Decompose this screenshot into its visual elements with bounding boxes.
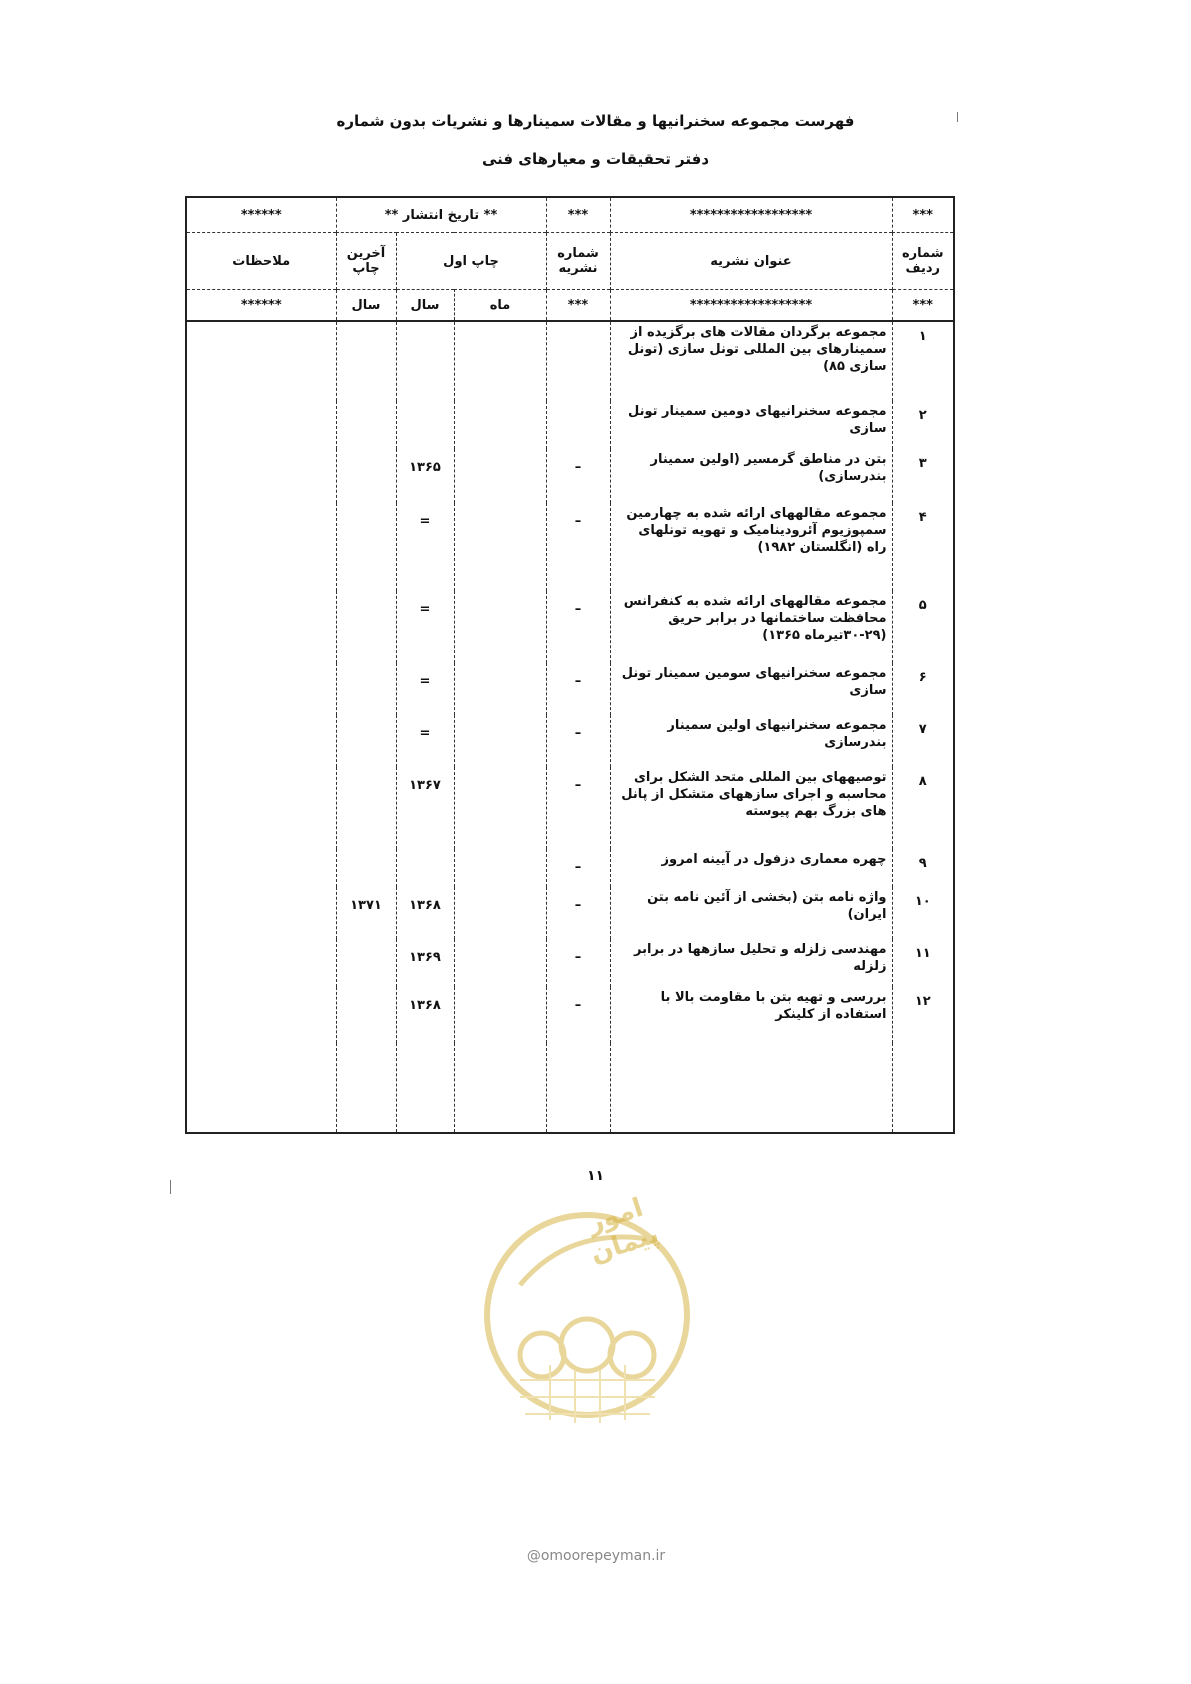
row-number: ۱۰: [892, 887, 954, 939]
row-notes: [186, 767, 336, 849]
header-notes-stars-bottom: ******: [186, 290, 336, 322]
row-publication-number: –: [546, 449, 610, 503]
table-row: [186, 987, 954, 1043]
row-number: ۸: [892, 767, 954, 849]
table-row: [186, 887, 954, 939]
header-row-stars-bottom: ***: [892, 290, 954, 322]
page-subtitle: دفتر تحقیقات و معیارهای فنی: [481, 150, 710, 168]
header-title: عنوان نشریه: [610, 233, 892, 290]
table-filler-row: [186, 1043, 954, 1133]
header-year: سال: [396, 290, 454, 322]
row-number: ۳: [892, 449, 954, 503]
row-month: [454, 401, 546, 449]
watermark-url: @omoorepeyman.ir: [526, 1548, 666, 1564]
row-number: ۵: [892, 591, 954, 663]
row-notes: [186, 715, 336, 767]
row-last-print: ۱۳۷۱: [336, 887, 396, 939]
row-notes: [186, 591, 336, 663]
page-number: ۱۱: [586, 1168, 605, 1184]
row-month: [454, 715, 546, 767]
row-year: ۱۳۶۵: [396, 449, 454, 503]
row-month: [454, 503, 546, 591]
header-title-stars-bottom: ******************: [610, 290, 892, 322]
row-year: [396, 849, 454, 887]
row-publication-number: –: [546, 887, 610, 939]
row-last-print: [336, 663, 396, 715]
row-title: مجموعه سخنرانیهای سومین سمینار تونل سازی: [610, 663, 892, 715]
row-month: [454, 591, 546, 663]
row-number: ۹: [892, 849, 954, 887]
row-year: ۱۳۶۸: [396, 887, 454, 939]
row-title: مجموعه مقالههای ارائه شده به کنفرانس محافظت ساختمانها در برابر حریق (۲۹-۳۰تیرماه ۱۳۶۵): [610, 591, 892, 663]
scan-mark: [170, 1180, 171, 1194]
row-notes: [186, 503, 336, 591]
table-row: [186, 849, 954, 887]
table-row: [186, 321, 954, 401]
row-month: [454, 321, 546, 401]
row-publication-number: –: [546, 987, 610, 1043]
row-title: مجموعه برگردان مقالات های برگزیده از سمینارهای بین المللی تونل سازی (تونل سازی ۸۵): [610, 321, 892, 401]
header-title-stars: ******************: [610, 197, 892, 233]
row-last-print: [336, 987, 396, 1043]
row-title: توصیههای بین المللی متحد الشکل برای محاسبه و اجرای سازههای متشکل از پانل های بزرگ بهم پیوسته: [610, 767, 892, 849]
table-row: [186, 449, 954, 503]
table-row: [186, 939, 954, 987]
filler-cell: [454, 1043, 546, 1133]
row-last-print: [336, 401, 396, 449]
row-publication-number: –: [546, 849, 610, 887]
row-last-print: [336, 591, 396, 663]
row-publication-number: –: [546, 767, 610, 849]
row-number: ۴: [892, 503, 954, 591]
row-title: مجموعه سخنرانیهای اولین سمینار بندرسازی: [610, 715, 892, 767]
row-last-print: [336, 715, 396, 767]
row-month: [454, 663, 546, 715]
row-month: [454, 849, 546, 887]
table-row: [186, 663, 954, 715]
row-publication-number: [546, 401, 610, 449]
row-last-print: [336, 767, 396, 849]
row-title: مهندسی زلزله و تحلیل سازهها در برابر زلزله: [610, 939, 892, 987]
table-body: [186, 321, 954, 1133]
row-publication-number: –: [546, 939, 610, 987]
row-last-print: [336, 849, 396, 887]
header-notes-stars: ******: [186, 197, 336, 233]
row-year: ۱۳۶۹: [396, 939, 454, 987]
row-publication-number: –: [546, 715, 610, 767]
row-notes: [186, 401, 336, 449]
row-year: [396, 321, 454, 401]
watermark-logo-text: امور پیمان: [583, 1192, 663, 1270]
row-notes: [186, 939, 336, 987]
row-notes: [186, 987, 336, 1043]
row-title: بتن در مناطق گرمسیر (اولین سمینار بندرسازی): [610, 449, 892, 503]
row-year: =: [396, 715, 454, 767]
filler-cell: [186, 1043, 336, 1133]
row-notes: [186, 321, 336, 401]
table-row: [186, 767, 954, 849]
row-year: =: [396, 663, 454, 715]
scan-mark: [957, 112, 958, 122]
header-notes: ملاحظات: [186, 233, 336, 290]
table-row: [186, 401, 954, 449]
row-year: ۱۳۶۷: [396, 767, 454, 849]
filler-cell: [336, 1043, 396, 1133]
row-year: [396, 401, 454, 449]
header-row-stars: ***: [892, 197, 954, 233]
page-title: فهرست مجموعه سخنرانیها و مقالات سمینارها و نشریات بدون شماره: [336, 112, 855, 130]
row-last-print: [336, 449, 396, 503]
row-number: ۱۲: [892, 987, 954, 1043]
row-year: ۱۳۶۸: [396, 987, 454, 1043]
filler-cell: [396, 1043, 454, 1133]
row-year: =: [396, 591, 454, 663]
row-number: ۶: [892, 663, 954, 715]
row-title: مجموعه مقالههای ارائه شده به چهارمین سمپوزیوم آئرودینامیک و تهویه تونلهای راه (انگلستان ۱۹۸۲): [610, 503, 892, 591]
header-pubdate: ** تاریخ انتشار **: [336, 197, 546, 233]
row-publication-number: –: [546, 503, 610, 591]
row-year: =: [396, 503, 454, 591]
row-publication-number: [546, 321, 610, 401]
row-title: بررسی و تهیه بتن با مقاومت بالا با استفاده از کلینکر: [610, 987, 892, 1043]
row-notes: [186, 449, 336, 503]
row-last-print: [336, 939, 396, 987]
row-month: [454, 987, 546, 1043]
header-month: ماه: [454, 290, 546, 322]
filler-cell: [546, 1043, 610, 1133]
header-last-year: سال: [336, 290, 396, 322]
header-number: شماره نشریه: [546, 233, 610, 290]
header-number-stars: ***: [546, 197, 610, 233]
filler-cell: [610, 1043, 892, 1133]
row-title: واژه نامه بتن (بخشی از آئین نامه بتن ایران): [610, 887, 892, 939]
publications-table: [185, 196, 955, 1134]
row-last-print: [336, 503, 396, 591]
row-number: ۱۱: [892, 939, 954, 987]
header-first-print: چاپ اول: [396, 233, 546, 290]
row-last-print: [336, 321, 396, 401]
row-month: [454, 767, 546, 849]
header-row: شماره ردیف: [892, 233, 954, 290]
row-month: [454, 887, 546, 939]
row-month: [454, 449, 546, 503]
row-publication-number: –: [546, 663, 610, 715]
filler-cell: [892, 1043, 954, 1133]
header-number-stars-bottom: ***: [546, 290, 610, 322]
row-notes: [186, 849, 336, 887]
row-number: ۷: [892, 715, 954, 767]
row-publication-number: –: [546, 591, 610, 663]
row-number: ۲: [892, 401, 954, 449]
row-month: [454, 939, 546, 987]
row-number: ۱: [892, 321, 954, 401]
row-notes: [186, 887, 336, 939]
row-notes: [186, 663, 336, 715]
row-title: چهره معماری دزفول در آیینه امروز: [610, 849, 892, 887]
table-row: [186, 503, 954, 591]
row-title: مجموعه سخنرانیهای دومین سمینار تونل سازی: [610, 401, 892, 449]
table-row: [186, 715, 954, 767]
header-last-print: آخرین چاپ: [336, 233, 396, 290]
table-row: [186, 591, 954, 663]
